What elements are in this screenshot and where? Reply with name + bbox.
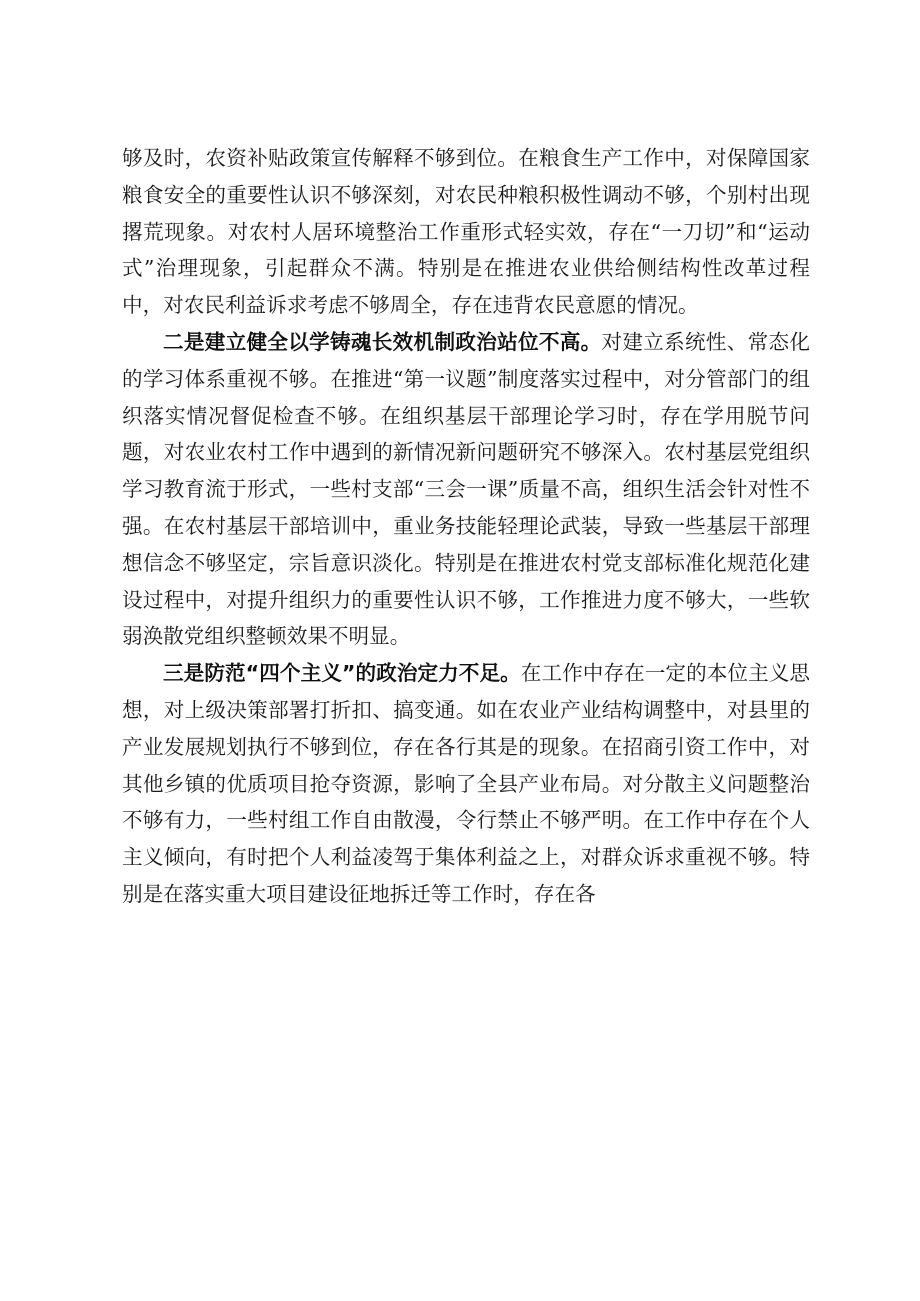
paragraph-point-three xyxy=(122,655,810,913)
paragraph-body-text: 够及时，农资补贴政策宣传解释不够到位。在粮食生产工作中，对保障国家粮食安全的重要性认识不够深刻，对农民种粮积极性调动不够，个别村出现撂荒现象。对农村人居环境整治工作重形式轻实效，存在“一刀切”和“运动式”治理现象，引起群众不满。特别是在推进农业供给侧结构性改革过程中，对农民利益诉求考虑不够周全，存在违背农民意愿的情况。 xyxy=(122,146,810,318)
paragraph-body-text: 在工作中存在一定的本位主义思想，对上级决策部署打折扣、搞变通。如在农业产业结构调整中，对县里的产业发展规划执行不够到位，存在各行其是的现象。在招商引资工作中，对其他乡镇的优质项目抢夺资源，影响了全县产业布局。对分散主义问题整治不够有力，一些村组工作自由散漫，令行禁止不够严明。在工作中存在个人主义倾向，有时把个人利益凌驾于集体利益之上，对群众诉求重视不够。特别是在落实重大项目建设征地拆迁等工作时，存在各 xyxy=(122,661,810,906)
document-body xyxy=(122,140,810,913)
paragraph-body-text: 对建立系统性、常态化的学习体系重视不够。在推进“第一议题”制度落实过程中，对分管部门的组织落实情况督促检查不够。在组织基层干部理论学习时，存在学用脱节问题，对农业农村工作中遇到的新情况新问题研究不够深入。农村基层党组织学习教育流于形式，一些村支部“三会一课”质量不高，组织生活会针对性不强。在农村基层干部培训中，重业务技能轻理论武装，导致一些基层干部理想信念不够坚定，宗旨意识淡化。特别是在推进农村党支部标准化规范化建设过程中，对提升组织力的重要性认识不够，工作推进力度不够大，一些软弱涣散党组织整顿效果不明显。 xyxy=(122,329,810,649)
paragraph-continuation xyxy=(122,140,810,324)
paragraph-heading: 三是防范“四个主义”的政治定力不足。 xyxy=(163,661,521,686)
paragraph-heading: 二是建立健全以学铸魂长效机制政治站位不高。 xyxy=(163,329,602,354)
paragraph-point-two xyxy=(122,324,810,655)
